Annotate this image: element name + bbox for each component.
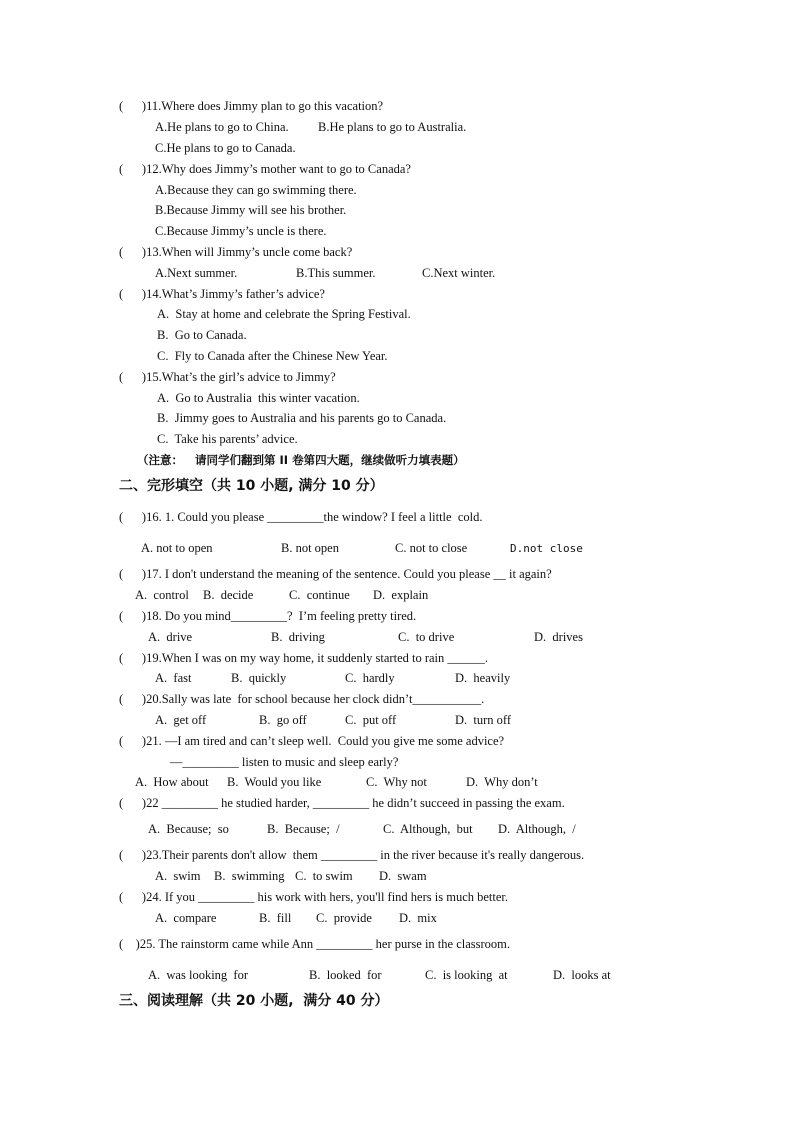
q21-response-line: —_________ listen to music and sleep early? (170, 755, 399, 769)
q14-option-a: A. Stay at home and celebrate the Spring Festival. (157, 307, 411, 321)
q23-option-b: B. swimming (214, 869, 285, 883)
q11-option-c: C.He plans to go to Canada. (155, 141, 296, 155)
q18-option-d: D. drives (534, 630, 583, 644)
q21-option-c: C. Why not (366, 775, 427, 789)
q25-option-a: A. was looking for (148, 968, 248, 982)
question-19-stem: ( )19.When I was on my way home, it suddenly started to rain ______. (119, 651, 489, 665)
q24-option-c: C. provide (316, 911, 372, 925)
q24-option-b: B. fill (259, 911, 292, 925)
question-22-stem: ( )22 _________ he studied harder, _________ he didn’t succeed in passing the exam. (119, 796, 565, 810)
q14-option-c: C. Fly to Canada after the Chinese New Year. (157, 349, 388, 363)
q18-option-c: C. to drive (398, 630, 455, 644)
q25-option-b: B. looked for (309, 968, 382, 982)
question-23-stem: ( )23.Their parents don't allow them _________ in the river because it's really dangerous. (119, 848, 585, 862)
question-12-stem: ( )12.Why does Jimmy’s mother want to go to Canada? (119, 162, 411, 176)
q19-option-a: A. fast (155, 671, 192, 685)
q18-option-b: B. driving (271, 630, 325, 644)
q19-option-b: B. quickly (231, 671, 287, 685)
section-3-heading: 三、阅读理解（共 20 小题, 满分 40 分） (119, 993, 389, 1009)
q11-option-b: B.He plans to go to Australia. (318, 120, 467, 134)
q24-option-a: A. compare (155, 911, 217, 925)
question-14-stem: ( )14.What’s Jimmy’s father’s advice? (119, 287, 325, 301)
q17-option-d: D. explain (373, 588, 429, 602)
q22-option-d: D. Although, / (498, 822, 576, 836)
question-17-stem: ( )17. I don't understand the meaning of the sentence. Could you please __ it again? (119, 567, 552, 581)
q19-option-c: C. hardly (345, 671, 395, 685)
q20-option-d: D. turn off (455, 713, 512, 727)
q23-option-c: C. to swim (295, 869, 353, 883)
q24-option-d: D. mix (399, 911, 437, 925)
q22-option-a: A. Because; so (148, 822, 229, 836)
q15-option-a: A. Go to Australia this winter vacation. (157, 391, 360, 405)
q14-option-b: B. Go to Canada. (157, 328, 247, 342)
q17-option-b: B. decide (203, 588, 254, 602)
question-21-stem: ( )21. —I am tired and can’t sleep well. Could you give me some advice? (119, 734, 505, 748)
q22-option-c: C. Although, but (383, 822, 473, 836)
question-15-stem: ( )15.What’s the girl’s advice to Jimmy? (119, 370, 336, 384)
question-18-stem: ( )18. Do you mind_________? I’m feeling pretty tired. (119, 609, 417, 623)
q13-option-c: C.Next winter. (422, 266, 496, 280)
q16-option-c: C. not to close (395, 541, 468, 555)
q22-option-b: B. Because; / (267, 822, 340, 836)
q16-option-a: A. not to open (141, 541, 213, 555)
q20-option-c: C. put off (345, 713, 397, 727)
q21-option-b: B. Would you like (227, 775, 322, 789)
question-16-stem: ( )16. 1. Could you please _________the window? I feel a little cold. (119, 510, 483, 524)
q18-option-a: A. drive (148, 630, 193, 644)
q19-option-d: D. heavily (455, 671, 511, 685)
q25-option-d: D. looks at (553, 968, 611, 982)
q23-option-d: D. swam (379, 869, 427, 883)
q16-option-d: D.not close (510, 542, 583, 555)
q13-option-a: A.Next summer. (155, 266, 238, 280)
q20-option-b: B. go off (259, 713, 307, 727)
question-25-stem: ( )25. The rainstorm came while Ann _________ her purse in the classroom. (119, 937, 511, 951)
q12-option-c: C.Because Jimmy’s uncle is there. (155, 224, 327, 238)
q17-option-c: C. continue (289, 588, 350, 602)
q12-option-b: B.Because Jimmy will see his brother. (155, 203, 347, 217)
question-11-stem: ( )11.Where does Jimmy plan to go this vacation? (119, 99, 384, 113)
q11-option-a: A.He plans to go to China. (155, 120, 289, 134)
q16-option-b: B. not open (281, 541, 339, 555)
q17-option-a: A. control (135, 588, 189, 602)
q21-option-d: D. Why don’t (466, 775, 538, 789)
q15-option-b: B. Jimmy goes to Australia and his parents go to Canada. (157, 411, 447, 425)
question-24-stem: ( )24. If you _________ his work with hers, you'll find hers is much better. (119, 890, 509, 904)
question-13-stem: ( )13.When will Jimmy’s uncle come back? (119, 245, 353, 259)
instruction-note: （注意： 请同学们翻到第 II 卷第四大题，继续做听力填表题） (137, 453, 465, 467)
q15-option-c: C. Take his parents’ advice. (157, 432, 298, 446)
q12-option-a: A.Because they can go swimming there. (155, 183, 357, 197)
section-2-heading: 二、完形填空（共 10 小题, 满分 10 分） (119, 478, 384, 494)
q25-option-c: C. is looking at (425, 968, 508, 982)
q21-option-a: A. How about (135, 775, 209, 789)
q23-option-a: A. swim (155, 869, 201, 883)
q20-option-a: A. get off (155, 713, 207, 727)
question-20-stem: ( )20.Sally was late for school because her clock didn’t___________. (119, 692, 485, 706)
q13-option-b: B.This summer. (296, 266, 376, 280)
